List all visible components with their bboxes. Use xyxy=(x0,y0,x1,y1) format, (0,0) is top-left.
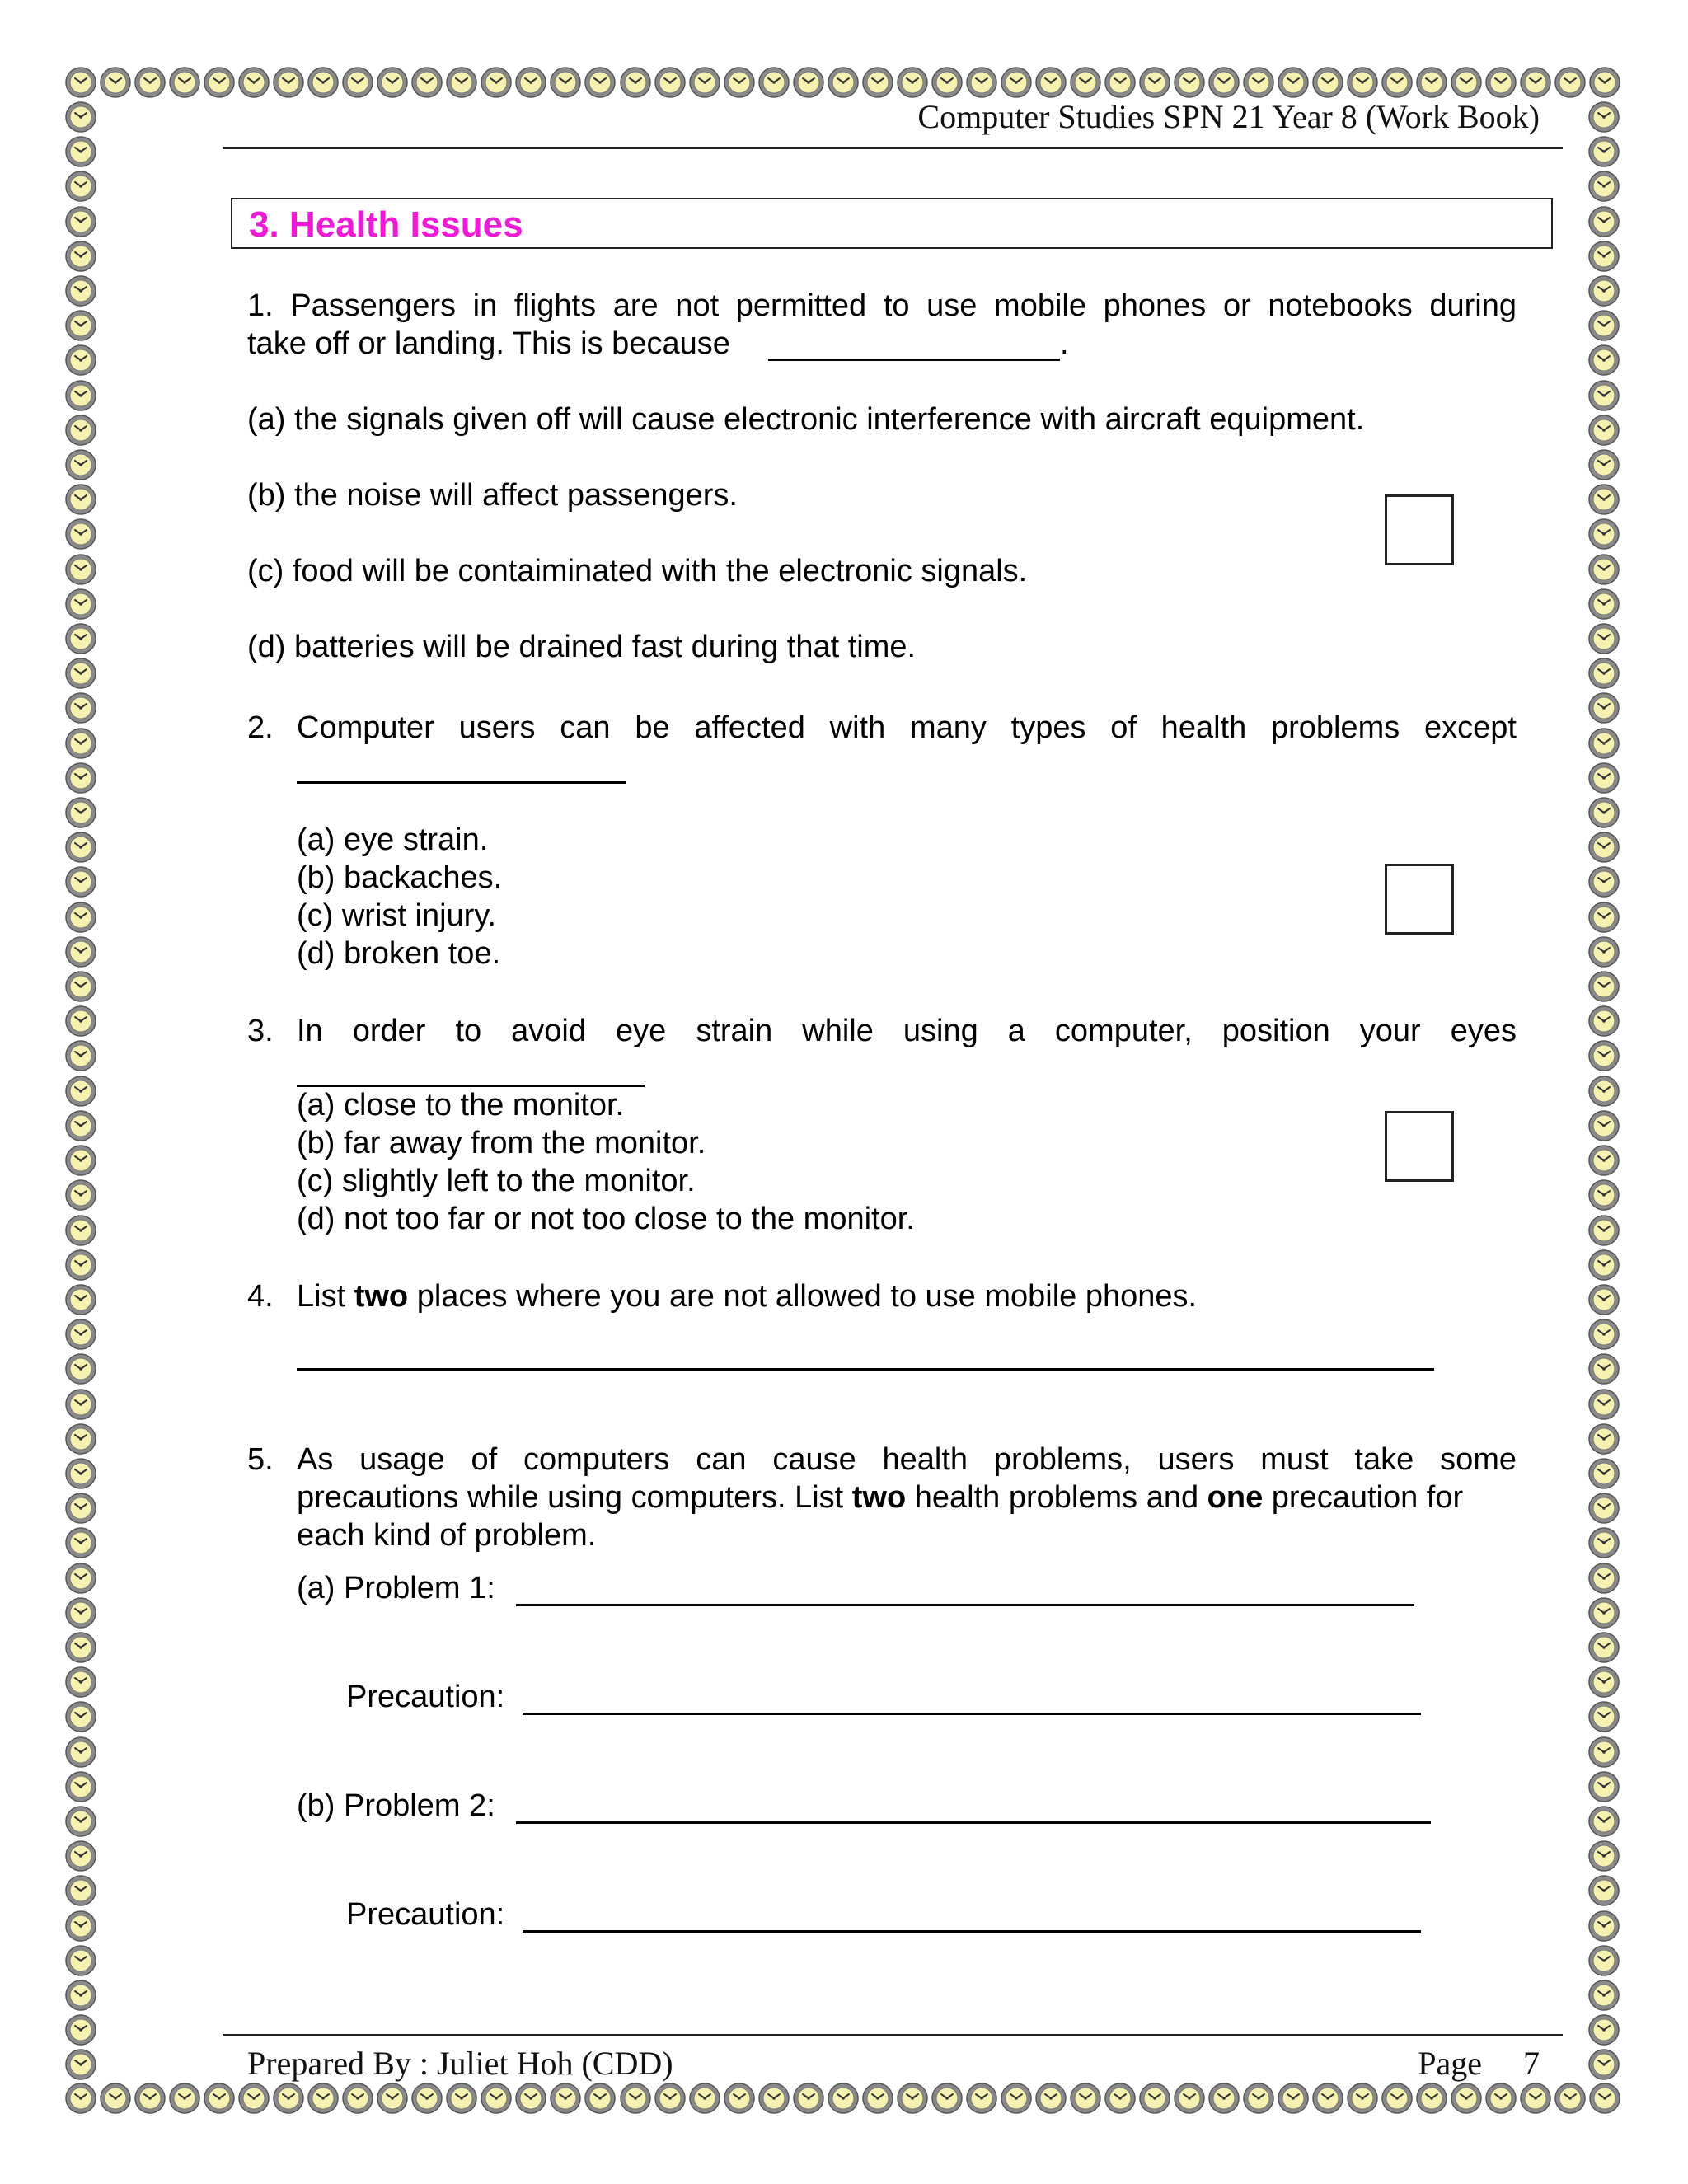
clock-icon xyxy=(1587,1492,1620,1525)
clock-icon xyxy=(134,66,166,99)
q3-option-d: (d) not too far or not too close to the monitor. xyxy=(297,1202,915,1236)
q1-option-a: (a) the signals given off will cause electronic interference with aircraft equipment. xyxy=(247,402,1365,437)
q3-text: In order to avoid eye strain while using a computer, position your eyes xyxy=(297,1014,1517,1048)
clock-icon xyxy=(64,1562,97,1595)
clock-icon xyxy=(64,1596,97,1629)
clock-icon xyxy=(480,2082,513,2115)
clock-icon xyxy=(1173,66,1206,99)
clock-icon xyxy=(1587,1526,1620,1559)
clock-icon xyxy=(376,66,409,99)
clock-icon xyxy=(237,66,270,99)
clock-icon xyxy=(1311,2082,1344,2115)
q5-number: 5. xyxy=(247,1442,274,1477)
clock-icon xyxy=(272,66,305,99)
clock-icon xyxy=(168,66,201,99)
clock-icon xyxy=(1587,1596,1620,1629)
clock-icon xyxy=(64,553,97,586)
clock-icon xyxy=(64,796,97,829)
clock-icon xyxy=(64,1944,97,1977)
q5-precaution2-line[interactable] xyxy=(523,1930,1421,1933)
clock-icon xyxy=(1587,1736,1620,1769)
clock-icon xyxy=(1587,1144,1620,1177)
clock-icon xyxy=(64,2048,97,2081)
clock-icon xyxy=(64,1005,97,1038)
clock-icon xyxy=(931,2082,964,2115)
clock-icon xyxy=(64,691,97,724)
clock-icon xyxy=(64,1352,97,1385)
q4-answer-line[interactable] xyxy=(297,1368,1434,1371)
clock-icon xyxy=(203,66,236,99)
clock-icon xyxy=(64,1039,97,1072)
clock-icon xyxy=(1587,553,1620,586)
clock-icon xyxy=(1587,691,1620,724)
q5-problem1-label: (a) Problem 1: xyxy=(297,1571,495,1605)
clock-icon xyxy=(584,66,617,99)
q5-text-line1: As usage of computers can cause health problems, users must take some xyxy=(297,1442,1517,1477)
clock-icon xyxy=(1450,2082,1483,2115)
clock-icon xyxy=(64,622,97,655)
clock-icon xyxy=(64,1979,97,2012)
clock-icon xyxy=(1173,2082,1206,2115)
clock-icon xyxy=(723,2082,756,2115)
clock-icon xyxy=(1587,1179,1620,1212)
q1-blank xyxy=(768,359,1060,361)
clock-icon xyxy=(64,1422,97,1455)
clock-icon xyxy=(965,66,998,99)
clock-icon xyxy=(445,2082,478,2115)
header-divider xyxy=(223,147,1563,149)
clock-icon xyxy=(1242,66,1275,99)
clock-icon xyxy=(549,66,582,99)
clock-icon xyxy=(64,1144,97,1177)
section-title-box xyxy=(231,198,1553,249)
clock-icon xyxy=(1587,901,1620,934)
clock-icon xyxy=(1587,1109,1620,1142)
clock-icon xyxy=(1587,935,1620,968)
clock-icon xyxy=(64,727,97,760)
footer-page xyxy=(1418,2044,1540,2083)
clock-icon xyxy=(1519,66,1552,99)
clock-icon xyxy=(1587,622,1620,655)
clock-icon xyxy=(654,2082,687,2115)
q1-answer-box[interactable] xyxy=(1385,494,1454,565)
clock-icon xyxy=(1069,66,1102,99)
footer-prepared-by: Prepared By : Juliet Hoh (CDD) xyxy=(247,2045,673,2082)
clock-icon xyxy=(445,66,478,99)
clock-icon xyxy=(203,2082,236,2115)
clock-icon xyxy=(1000,2082,1033,2115)
clock-icon xyxy=(64,448,97,481)
clock-icon xyxy=(1587,448,1620,481)
clock-icon xyxy=(1277,2082,1310,2115)
clock-icon xyxy=(1587,796,1620,829)
clock-icon xyxy=(1587,1910,1620,1943)
clock-icon xyxy=(1104,66,1137,99)
clock-icon xyxy=(64,414,97,447)
clock-icon xyxy=(1587,344,1620,377)
clock-icon xyxy=(1587,379,1620,412)
clock-icon xyxy=(792,2082,825,2115)
clock-icon xyxy=(64,518,97,551)
clock-icon xyxy=(1587,831,1620,864)
clock-icon xyxy=(64,1805,97,1838)
clock-icon xyxy=(64,1249,97,1282)
clock-icon xyxy=(64,205,97,238)
q5-problem2-label: (b) Problem 2: xyxy=(297,1788,495,1823)
q5-precaution1-line[interactable] xyxy=(523,1713,1421,1715)
clock-icon xyxy=(341,2082,374,2115)
clock-icon xyxy=(64,170,97,203)
border-left xyxy=(64,101,99,2082)
clock-icon xyxy=(64,970,97,1003)
clock-icon xyxy=(64,483,97,516)
clock-icon xyxy=(1242,2082,1275,2115)
clock-icon xyxy=(480,66,513,99)
clock-icon xyxy=(64,762,97,794)
clock-icon xyxy=(1587,240,1620,273)
clock-icon xyxy=(64,1770,97,1803)
q1-period: . xyxy=(1060,326,1069,361)
q2-number: 2. xyxy=(247,710,274,745)
clock-icon xyxy=(1587,970,1620,1003)
clock-icon xyxy=(1034,2082,1067,2115)
q2-option-c: (c) wrist injury. xyxy=(297,898,497,933)
q1-option-b: (b) the noise will affect passengers. xyxy=(247,478,738,513)
clock-icon xyxy=(896,66,929,99)
q3-option-c: (c) slightly left to the monitor. xyxy=(297,1164,696,1198)
clock-icon xyxy=(134,2082,166,2115)
clock-icon xyxy=(1587,414,1620,447)
clock-icon xyxy=(549,2082,582,2115)
clock-icon xyxy=(757,2082,790,2115)
clock-icon xyxy=(1311,66,1344,99)
clock-icon xyxy=(64,309,97,342)
q2-option-a: (a) eye strain. xyxy=(297,823,489,857)
clock-icon xyxy=(827,66,860,99)
clock-icon xyxy=(1587,2013,1620,2046)
clock-icon xyxy=(1587,170,1620,203)
clock-icon xyxy=(1587,101,1620,134)
q5-precaution1-label: Precaution: xyxy=(346,1680,505,1714)
page-label: Page xyxy=(1418,2045,1482,2082)
clock-icon xyxy=(1450,66,1483,99)
clock-icon xyxy=(1587,274,1620,307)
clock-icon xyxy=(64,1179,97,1212)
q2-option-d: (d) broken toe. xyxy=(297,936,501,971)
clock-icon xyxy=(1138,66,1171,99)
clock-icon xyxy=(1587,1388,1620,1421)
q4-text: List two places where you are not allowed to use mobile phones. xyxy=(297,1279,1198,1314)
clock-icon xyxy=(64,1075,97,1108)
q2-blank xyxy=(297,781,626,784)
clock-icon xyxy=(1104,2082,1137,2115)
clock-icon xyxy=(1587,1214,1620,1247)
footer-divider xyxy=(223,2034,1563,2036)
clock-icon xyxy=(1138,2082,1171,2115)
q5-problem2-line[interactable] xyxy=(516,1821,1431,1824)
clock-icon xyxy=(965,2082,998,2115)
q5-problem1-line[interactable] xyxy=(516,1604,1414,1606)
clock-icon xyxy=(64,865,97,898)
clock-icon xyxy=(64,1318,97,1351)
clock-icon xyxy=(1587,1770,1620,1803)
clock-icon xyxy=(64,66,97,99)
q3-option-b: (b) far away from the monitor. xyxy=(297,1126,706,1160)
clock-icon xyxy=(64,1700,97,1733)
clock-icon xyxy=(1587,1840,1620,1872)
q1-text-line1: 1. Passengers in flights are not permitted to use mobile phones or notebooks during xyxy=(247,288,1517,323)
clock-icon xyxy=(99,66,132,99)
clock-icon xyxy=(64,935,97,968)
clock-icon xyxy=(64,831,97,864)
clock-icon xyxy=(1587,1562,1620,1595)
clock-icon xyxy=(64,1457,97,1490)
clock-icon xyxy=(723,66,756,99)
clock-icon xyxy=(619,2082,652,2115)
clock-icon xyxy=(64,901,97,934)
clock-icon xyxy=(861,2082,894,2115)
header-title: Computer Studies SPN 21 Year 8 (Work Book) xyxy=(917,98,1540,135)
clock-icon xyxy=(1587,588,1620,621)
clock-icon xyxy=(688,2082,721,2115)
clock-icon xyxy=(1587,1700,1620,1733)
clock-icon xyxy=(1587,309,1620,342)
clock-icon xyxy=(1587,1283,1620,1316)
clock-icon xyxy=(1587,205,1620,238)
clock-icon xyxy=(410,2082,443,2115)
q3-option-a: (a) close to the monitor. xyxy=(297,1088,625,1122)
clock-icon xyxy=(64,344,97,377)
q1-option-d: (d) batteries will be drained fast during that time. xyxy=(247,630,917,664)
clock-icon xyxy=(64,1736,97,1769)
q3-number: 3. xyxy=(247,1014,274,1048)
clock-icon xyxy=(64,101,97,134)
border-top xyxy=(64,66,1622,101)
clock-icon xyxy=(1587,1979,1620,2012)
clock-icon xyxy=(1587,1352,1620,1385)
clock-icon xyxy=(64,240,97,273)
clock-icon xyxy=(1207,2082,1240,2115)
q1-text-line2: take off or landing. This is because xyxy=(247,326,730,361)
clock-icon xyxy=(64,2082,97,2115)
q5-text-line2: precautions while using computers. List two health problems and one precaution for xyxy=(297,1480,1464,1515)
clock-icon xyxy=(1587,518,1620,551)
q1-option-c: (c) food will be contaiminated with the electronic signals. xyxy=(247,554,1028,588)
clock-icon xyxy=(64,2013,97,2046)
section-title: 3. Health Issues xyxy=(249,204,523,245)
clock-icon xyxy=(237,2082,270,2115)
clock-icon xyxy=(1207,66,1240,99)
clock-icon xyxy=(64,1283,97,1316)
q3-answer-box[interactable] xyxy=(1385,1111,1454,1182)
clock-icon xyxy=(514,66,547,99)
clock-icon xyxy=(64,657,97,690)
clock-icon xyxy=(64,135,97,168)
clock-icon xyxy=(1381,2082,1414,2115)
clock-icon xyxy=(1346,2082,1379,2115)
clock-icon xyxy=(619,66,652,99)
q2-text: Computer users can be affected with many types of health problems except xyxy=(297,710,1517,745)
clock-icon xyxy=(1587,1666,1620,1699)
clock-icon xyxy=(64,1874,97,1907)
clock-icon xyxy=(1587,1039,1620,1072)
clock-icon xyxy=(64,1666,97,1699)
clock-icon xyxy=(307,2082,340,2115)
clock-icon xyxy=(64,379,97,412)
clock-icon xyxy=(931,66,964,99)
q5-precaution2-label: Precaution: xyxy=(346,1897,505,1932)
clock-icon xyxy=(827,2082,860,2115)
clock-icon xyxy=(1587,1457,1620,1490)
clock-icon xyxy=(410,66,443,99)
clock-icon xyxy=(64,1526,97,1559)
clock-icon xyxy=(1588,2082,1621,2115)
clock-icon xyxy=(64,1631,97,1664)
clock-icon xyxy=(1587,762,1620,794)
clock-icon xyxy=(861,66,894,99)
clock-icon xyxy=(1587,483,1620,516)
clock-icon xyxy=(1484,2082,1517,2115)
clock-icon xyxy=(1587,1874,1620,1907)
clock-icon xyxy=(688,66,721,99)
clock-icon xyxy=(1484,66,1517,99)
clock-icon xyxy=(1587,727,1620,760)
q4-number: 4. xyxy=(247,1279,274,1314)
clock-icon xyxy=(272,2082,305,2115)
clock-icon xyxy=(1587,1075,1620,1108)
clock-icon xyxy=(1587,657,1620,690)
clock-icon xyxy=(1587,1005,1620,1038)
clock-icon xyxy=(64,274,97,307)
clock-icon xyxy=(1034,66,1067,99)
clock-icon xyxy=(757,66,790,99)
clock-icon xyxy=(1587,2048,1620,2081)
clock-icon xyxy=(1069,2082,1102,2115)
clock-icon xyxy=(64,1910,97,1943)
clock-icon xyxy=(1346,66,1379,99)
clock-icon xyxy=(341,66,374,99)
clock-icon xyxy=(64,588,97,621)
border-right xyxy=(1587,101,1622,2082)
clock-icon xyxy=(1587,1249,1620,1282)
clock-icon xyxy=(1415,66,1448,99)
clock-icon xyxy=(1587,1631,1620,1664)
clock-icon xyxy=(168,2082,201,2115)
clock-icon xyxy=(1587,135,1620,168)
clock-icon xyxy=(654,66,687,99)
clock-icon xyxy=(792,66,825,99)
clock-icon xyxy=(1519,2082,1552,2115)
clock-icon xyxy=(1415,2082,1448,2115)
border-bottom xyxy=(64,2082,1622,2116)
clock-icon xyxy=(64,1840,97,1872)
clock-icon xyxy=(1587,865,1620,898)
clock-icon xyxy=(514,2082,547,2115)
clock-icon xyxy=(1554,66,1587,99)
clock-icon xyxy=(64,1214,97,1247)
clock-icon xyxy=(99,2082,132,2115)
q2-answer-box[interactable] xyxy=(1385,864,1454,935)
clock-icon xyxy=(1588,66,1621,99)
clock-icon xyxy=(376,2082,409,2115)
q2-option-b: (b) backaches. xyxy=(297,860,503,895)
clock-icon xyxy=(1554,2082,1587,2115)
clock-icon xyxy=(1381,66,1414,99)
clock-icon xyxy=(64,1388,97,1421)
clock-icon xyxy=(1000,66,1033,99)
page-number: 7 xyxy=(1523,2045,1540,2082)
clock-icon xyxy=(584,2082,617,2115)
clock-icon xyxy=(1587,1944,1620,1977)
clock-icon xyxy=(896,2082,929,2115)
clock-icon xyxy=(64,1492,97,1525)
clock-icon xyxy=(1587,1318,1620,1351)
clock-icon xyxy=(307,66,340,99)
clock-icon xyxy=(1277,66,1310,99)
q5-text-line3: each kind of problem. xyxy=(297,1518,597,1553)
clock-icon xyxy=(64,1109,97,1142)
clock-icon xyxy=(1587,1422,1620,1455)
clock-icon xyxy=(1587,1805,1620,1838)
